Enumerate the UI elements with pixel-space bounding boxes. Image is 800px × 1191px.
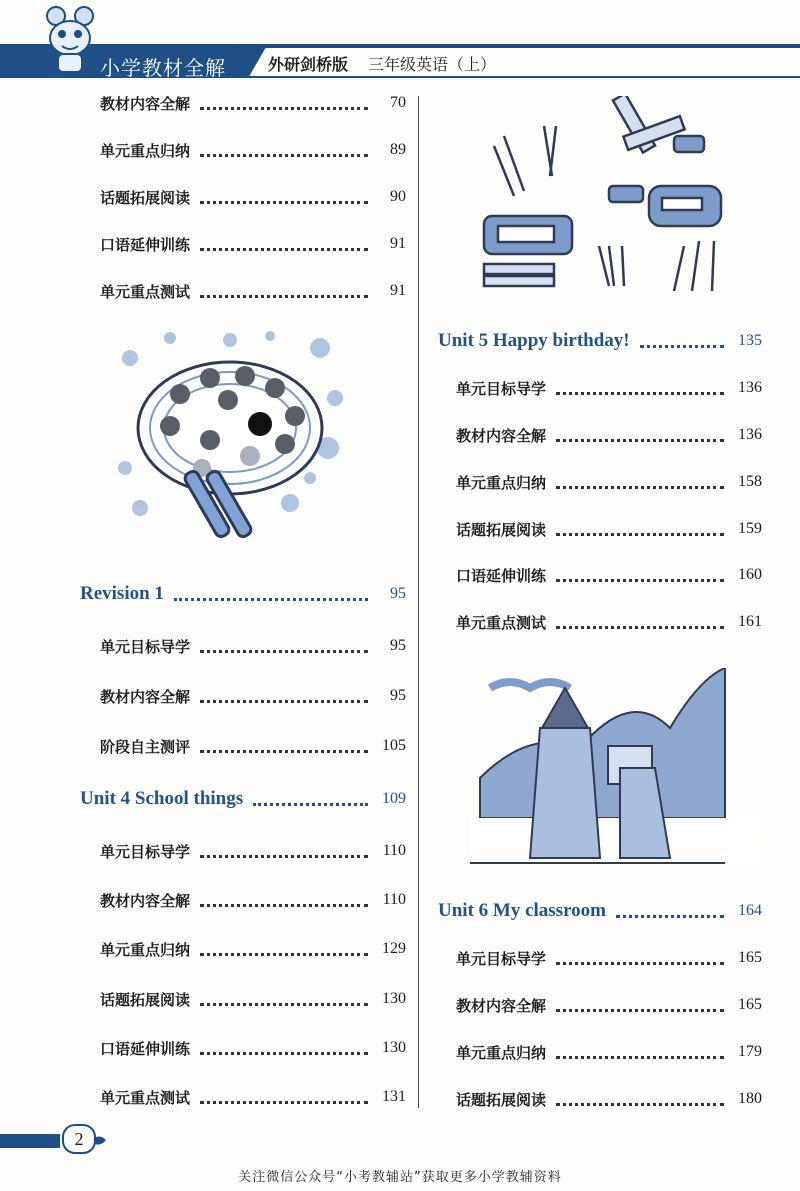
page-number: 2	[62, 1124, 96, 1154]
toc-leader-dots	[200, 248, 368, 251]
toc-leader-dots	[616, 915, 724, 918]
toc-entry-label: 单元目标导学	[456, 379, 547, 398]
subject-label: 三年级英语（上）	[368, 55, 497, 74]
toc-entry[interactable]	[456, 1040, 762, 1064]
toc-entry-page: 91	[390, 282, 406, 299]
toc-leader-dots	[556, 962, 724, 965]
toc-unit-heading[interactable]	[438, 899, 762, 923]
toc-entry[interactable]	[456, 470, 762, 494]
toc-unit-page: 164	[738, 902, 762, 919]
toc-leader-dots	[200, 201, 368, 204]
toc-unit-page: 109	[382, 790, 406, 807]
toc-leader-dots	[556, 626, 724, 629]
toc-leader-dots	[556, 1009, 724, 1012]
toc-unit-label: Revision 1	[80, 583, 164, 604]
toc-entry[interactable]	[100, 987, 406, 1011]
toc-entry-label: 话题拓展阅读	[456, 520, 547, 539]
toc-entry-page: 180	[738, 1090, 762, 1107]
toc-leader-dots	[556, 533, 724, 536]
toc-leader-dots	[556, 1103, 724, 1106]
toc-entry-label: 话题拓展阅读	[100, 990, 191, 1009]
toc-entry-label: 单元目标导学	[456, 949, 547, 968]
toc-entry[interactable]	[456, 563, 762, 587]
toc-entry-label: 单元重点测试	[100, 1088, 191, 1107]
birthday-wizards-illustration	[470, 668, 760, 868]
toc-entry-label: 口语延伸训练	[100, 1039, 191, 1058]
toc-leader-dots	[253, 803, 368, 806]
toc-entry-label: 教材内容全解	[456, 426, 547, 445]
toc-unit-page: 135	[738, 332, 762, 349]
toc-leader-dots	[200, 953, 368, 956]
toc-entry[interactable]	[100, 734, 406, 758]
toc-entry-label: 单元重点归纳	[100, 141, 191, 160]
toc-entry-label: 教材内容全解	[100, 687, 191, 706]
toc-entry[interactable]	[100, 1036, 406, 1060]
column-divider	[418, 96, 419, 1108]
toc-unit-page: 95	[390, 585, 406, 602]
toc-entry-page: 158	[738, 473, 762, 490]
toc-entry[interactable]	[100, 91, 406, 115]
toc-entry-page: 89	[390, 141, 406, 158]
toc-entry[interactable]	[456, 423, 762, 447]
toc-entry[interactable]	[100, 232, 406, 256]
mascot-logo-icon	[42, 4, 98, 80]
toc-leader-dots	[200, 107, 368, 110]
toc-entry-label: 口语延伸训练	[456, 566, 547, 585]
toc-leader-dots	[200, 1052, 368, 1055]
toc-entry-page: 70	[390, 94, 406, 111]
toc-entry-page: 131	[382, 1088, 406, 1105]
toc-entry-page: 95	[390, 637, 406, 654]
footer-note: 关注微信公众号“小考教辅站”获取更多小学教辅资料	[238, 1170, 562, 1185]
toc-entry[interactable]	[100, 138, 406, 162]
toc-leader-dots	[556, 1056, 724, 1059]
footer-band	[0, 1130, 800, 1150]
toc-entry[interactable]	[456, 1087, 762, 1111]
toc-leader-dots	[556, 486, 724, 489]
toc-entry-label: 话题拓展阅读	[456, 1090, 547, 1109]
toc-leader-dots	[640, 345, 724, 348]
toc-entry[interactable]	[100, 185, 406, 209]
toc-leader-dots	[174, 598, 368, 601]
toc-leader-dots	[200, 700, 368, 703]
toc-entry-page: 159	[738, 520, 762, 537]
toc-entry-label: 单元重点测试	[456, 613, 547, 632]
paint-palette-illustration	[110, 328, 350, 550]
toc-leader-dots	[200, 904, 368, 907]
toc-entry[interactable]	[100, 279, 406, 303]
toc-leader-dots	[200, 1101, 368, 1104]
toc-entry-page: 110	[382, 891, 406, 908]
toc-entry-page: 95	[390, 687, 406, 704]
toc-entry-page: 130	[382, 1039, 406, 1056]
toc-leader-dots	[200, 295, 368, 298]
toc-entry-page: 165	[738, 996, 762, 1013]
toc-entry-page: 160	[738, 566, 762, 583]
toc-unit-label: Unit 4 School things	[80, 788, 244, 809]
toc-entry[interactable]	[100, 1085, 406, 1109]
toc-entry-page: 130	[382, 990, 406, 1007]
edition-label: 外研剑桥版	[268, 55, 349, 74]
toc-entry-label: 单元重点测试	[100, 282, 191, 301]
toc-entry[interactable]	[456, 993, 762, 1017]
toc-entry[interactable]	[456, 517, 762, 541]
toc-entry-page: 161	[738, 613, 762, 630]
toc-leader-dots	[556, 392, 724, 395]
toc-entry-page: 91	[390, 235, 406, 252]
toc-entry[interactable]	[100, 634, 406, 658]
toc-entry-page: 129	[382, 940, 406, 957]
toc-entry-page: 90	[390, 188, 406, 205]
toc-entry-label: 教材内容全解	[100, 94, 191, 113]
toc-unit-heading[interactable]	[438, 329, 762, 353]
toc-entry[interactable]	[456, 376, 762, 400]
toc-entry-label: 口语延伸训练	[100, 235, 191, 254]
toc-entry-page: 105	[382, 737, 406, 754]
toc-leader-dots	[200, 855, 368, 858]
toc-leader-dots	[200, 154, 368, 157]
toc-entry[interactable]	[100, 839, 406, 863]
toc-entry-label: 教材内容全解	[456, 996, 547, 1015]
page-header	[0, 0, 800, 82]
toc-unit-label: Unit 6 My classroom	[438, 900, 606, 921]
toc-entry-page: 165	[738, 949, 762, 966]
toc-entry[interactable]	[100, 937, 406, 961]
toc-entry-label: 教材内容全解	[100, 891, 191, 910]
toc-entry-page: 110	[382, 842, 406, 859]
toc-leader-dots	[200, 1003, 368, 1006]
toc-entry[interactable]	[456, 610, 762, 634]
toc-leader-dots	[200, 650, 368, 653]
book-series-title: 小学教材全解	[100, 56, 226, 80]
toc-entry-label: 阶段自主测评	[100, 737, 191, 756]
toc-leader-dots	[200, 750, 368, 753]
toc-unit-heading[interactable]	[80, 582, 406, 606]
toc-entry-label: 单元目标导学	[100, 637, 191, 656]
toc-entry-label: 单元重点归纳	[100, 940, 191, 959]
toc-entry-page: 136	[738, 379, 762, 396]
toc-unit-label: Unit 5 Happy birthday!	[438, 330, 630, 351]
toc-entry[interactable]	[456, 946, 762, 970]
toc-entry-label: 话题拓展阅读	[100, 188, 191, 207]
toc-entry[interactable]	[100, 684, 406, 708]
toc-leader-dots	[556, 439, 724, 442]
toc-entry-label: 单元重点归纳	[456, 1043, 547, 1062]
toc-leader-dots	[556, 579, 724, 582]
toc-entry-label: 单元目标导学	[100, 842, 191, 861]
toc-entry[interactable]	[100, 888, 406, 912]
toc-unit-heading[interactable]	[80, 787, 406, 811]
school-supplies-illustration	[474, 96, 764, 296]
toc-entry-page: 136	[738, 426, 762, 443]
toc-entry-label: 单元重点归纳	[456, 473, 547, 492]
toc-entry-page: 179	[738, 1043, 762, 1060]
